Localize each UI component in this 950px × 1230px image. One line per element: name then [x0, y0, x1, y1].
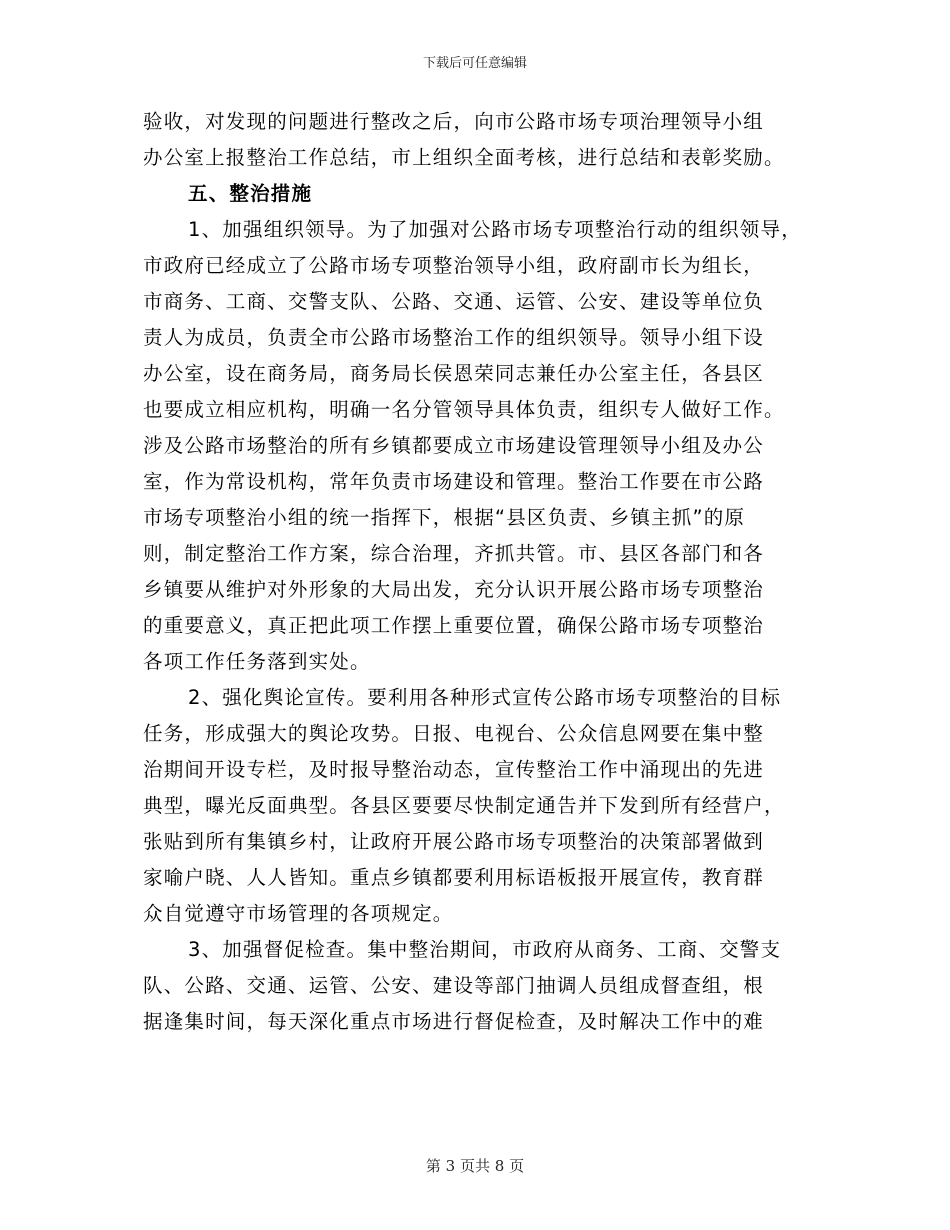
- page-header-note: 下载后可任意编辑: [422, 56, 527, 71]
- paragraph-start-line: 1、加强组织领导。为了加强对公路市场专项整治行动的组织领导，: [188, 218, 802, 241]
- body-line: 也要成立相应机构，明确一名分管领导具体负责，组织专人做好工作。: [143, 398, 785, 421]
- body-line: 市商务、工商、交警支队、公路、交通、运管、公安、建设等单位负: [143, 290, 765, 313]
- body-line: 市场专项整治小组的统一指挥下，根据“县区负责、乡镇主抓”的原: [143, 506, 746, 529]
- document-body: [143, 104, 815, 1040]
- paragraph-start-line: 2、强化舆论宣传。要利用各种形式宣传公路市场专项整治的目标: [188, 686, 782, 709]
- paragraph-start-line: 3、加强督促检查。集中整治期间，市政府从商务、工商、交警支: [188, 938, 782, 961]
- body-line: 办公室上报整治工作总结，市上组织全面考核，进行总结和表彰奖励。: [143, 146, 785, 169]
- body-line: 乡镇要从维护对外形象的大局出发，充分认识开展公路市场专项整治: [143, 578, 765, 601]
- body-line: 各项工作任务落到实处。: [143, 650, 371, 673]
- body-line: 涉及公路市场整治的所有乡镇都要成立市场建设管理领导小组及办公: [143, 434, 765, 457]
- section-heading: 五、整治措施: [188, 182, 313, 205]
- page-number-footer: 第 3 页共 8 页: [425, 1157, 525, 1175]
- body-line: 的重要意义，真正把此项工作摆上重要位置，确保公路市场专项整治: [143, 614, 765, 637]
- body-line: 张贴到所有集镇乡村，让政府开展公路市场专项整治的决策部署做到: [143, 830, 765, 853]
- body-line: 市政府已经成立了公路市场专项整治领导小组，政府副市长为组长，: [143, 254, 765, 277]
- body-line: 验收，对发现的问题进行整改之后，向市公路市场专项治理领导小组: [143, 110, 765, 133]
- body-line: 治期间开设专栏，及时报导整治动态，宣传整治工作中涌现出的先进: [143, 758, 765, 781]
- body-line: 众自觉遵守市场管理的各项规定。: [143, 902, 454, 925]
- body-line: 室，作为常设机构，常年负责市场建设和管理。整治工作要在市公路: [143, 470, 765, 493]
- body-line: 任务，形成强大的舆论攻势。日报、电视台、公众信息网要在集中整: [143, 722, 765, 745]
- body-line: 据逢集时间，每天深化重点市场进行督促检查，及时解决工作中的难: [143, 1010, 765, 1033]
- body-line: 队、公路、交通、运管、公安、建设等部门抽调人员组成督查组，根: [143, 974, 765, 997]
- body-line: 典型，曝光反面典型。各县区要要尽快制定通告并下发到所有经营户，: [143, 794, 785, 817]
- body-line: 则，制定整治工作方案，综合治理，齐抓共管。市、县区各部门和各: [143, 542, 765, 565]
- body-line: 办公室，设在商务局，商务局长侯恩荣同志兼任办公室主任，各县区: [143, 362, 765, 385]
- body-line: 家喻户晓、人人皆知。重点乡镇都要利用标语板报开展宣传，教育群: [143, 866, 765, 889]
- body-line: 责人为成员，负责全市公路市场整治工作的组织领导。领导小组下设: [143, 326, 765, 349]
